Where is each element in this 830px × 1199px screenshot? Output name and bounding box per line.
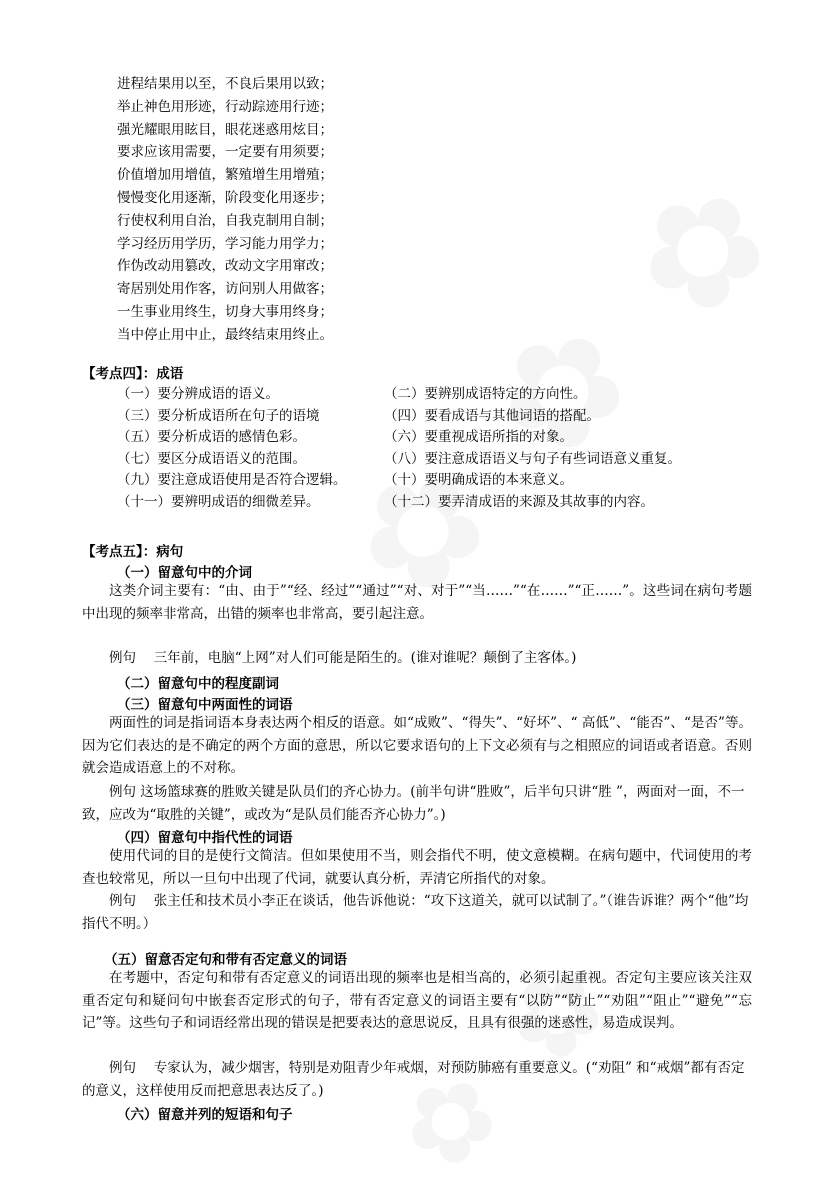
list-item: 进程结果用以至，不良后果用以致； (117, 76, 333, 92)
subheading-parallel-phrases: （六）留意并列的短语和句子 (117, 1107, 293, 1123)
list-item: 强光耀眼用眩目，眼花迷惑用炫目； (117, 121, 333, 138)
word-pair-list (117, 73, 333, 347)
subheading-pronouns: （四）留意句中指代性的词语 (117, 830, 293, 846)
list-item: 寄居别处用作客，访问别人用做客； (117, 281, 333, 298)
table-row (117, 470, 717, 492)
list-item: 慢慢变化用逐渐，阶段变化用逐步； (117, 189, 333, 206)
tip-item: （九）要注意成语使用是否符合逻辑。 (117, 472, 347, 489)
tip-item: （十）要明确成语的本来意义。 (384, 472, 573, 489)
list-item: 价值增加用增值，繁殖增生用增殖； (117, 167, 333, 184)
paragraph: 在考题中，否定句和带有否定意义的词语出现的频率也是相当高的，必须引起重视。否定句主要应该关注双重否定句和疑问句中嵌套否定形式的句子，带有否定意义的词语主要有“以防”“防止”“劝阻”“阻止”“避免”“忘记”等。这些句子和词语经常出现的错误是把要表达的意思说反，且具有很强的迷惑性，易造成误判。 (82, 970, 752, 1031)
paragraph: 两面性的词是指词语本身表达两个相反的语意。如“成败”、“得失”、“好坏”、“ 高低”、“能否”、“是否”等。因为它们表达的是不确定的两个方面的意思，所以它要求语句的上下文必须有与之相照应的词语或者语意。否则就会造成语意上的不对称。 (82, 715, 752, 776)
list-item: 要求应该用需要，一定要有用须要； (117, 144, 333, 161)
list-item: 当中停止用中止，最终结束用终止。 (117, 326, 333, 343)
table-row (117, 492, 717, 514)
idiom-tips-grid (117, 384, 717, 514)
tip-item: （七）要区分成语语义的范围。 (117, 450, 306, 467)
tip-item: （五）要分析成语的感情色彩。 (117, 429, 306, 446)
table-row (117, 406, 717, 428)
tip-item: （一）要分辨成语的语义。 (117, 386, 279, 402)
tip-item: （八）要注意成语语义与句子有些词语意义重复。 (384, 450, 681, 467)
section-heading-faulty-sentences: 【考点五】：病句 (82, 544, 184, 560)
paragraph: 使用代词的目的是使行文简洁。但如果使用不当，则会指代不明，使文意模糊。在病句题中，代词使用的考查也较常见，所以一旦句中出现了代词，就要认真分析，弄清它所指代的对象。 (82, 848, 752, 887)
example-sentence: 例句 张主任和技术员小李正在谈话，他告诉他说：“攻下这道关，就可以试制了。”（谁告诉谁？两个“他”均指代不明。） (82, 893, 749, 932)
subheading-two-sided-words: （三）留意句中两面性的词语 (117, 697, 293, 713)
paragraph: 这类介词主要有：“由、由于”“经、经过”“通过”“对、对于”“当……”“在……”“正……”。这些词在病句考题中出现的频率非常高，出错的频率也非常高，要引起注意。 (82, 583, 752, 622)
example-sentence: 例句 这场篮球赛的胜败关键是队员们的齐心协力。(前半句讲“胜败”，后半句只讲“胜 ”，两面对一面，不一致，应改为“取胜的关键”，或改为“是队员们能否齐心协力”。) (82, 784, 745, 823)
table-row (117, 384, 717, 406)
tip-item: （二）要辨别成语特定的方向性。 (384, 386, 587, 402)
tip-item: （六）要重视成语所指的对象。 (384, 429, 573, 446)
list-item: 学习经历用学历，学习能力用学力； (117, 235, 333, 252)
tip-item: （四）要看成语与其他词语的搭配。 (384, 407, 600, 424)
example-sentence: 例句 三年前，电脑“上网”对人们可能是陌生的。(谁对谁呢？颠倒了主客体。) (109, 650, 577, 666)
tip-item: （三）要分析成语所在句子的语境 (117, 407, 320, 424)
tip-item: （十二）要弄清成语的来源及其故事的内容。 (384, 493, 654, 510)
table-row (117, 427, 717, 449)
table-row (117, 449, 717, 471)
list-item: 一生事业用终生，切身大事用终身； (117, 303, 333, 320)
section-heading-idioms: 【考点四】：成语 (82, 366, 184, 382)
subheading-degree-adverbs: （二）留意句中的程度副词 (117, 676, 279, 692)
example-sentence: 例句 专家认为，减少烟害，特别是劝阻青少年戒烟，对预防肺癌有重要意义。(“劝阻” 和“戒烟”都有否定的意义，这样使用反而把意思表达反了。) (82, 1060, 745, 1099)
subheading-negation: （五）留意否定句和带有否定意义的词语 (104, 952, 347, 968)
list-item: 举止神色用形迹，行动踪迹用行迹； (117, 98, 333, 115)
subheading-prepositions: （一）留意句中的介词 (117, 565, 252, 581)
tip-item: （十一）要辨明成语的细微差异。 (117, 493, 320, 510)
list-item: 行使权利用自治，自我克制用自制； (117, 212, 333, 229)
list-item: 作伪改动用篡改，改动文字用窜改； (117, 258, 333, 275)
